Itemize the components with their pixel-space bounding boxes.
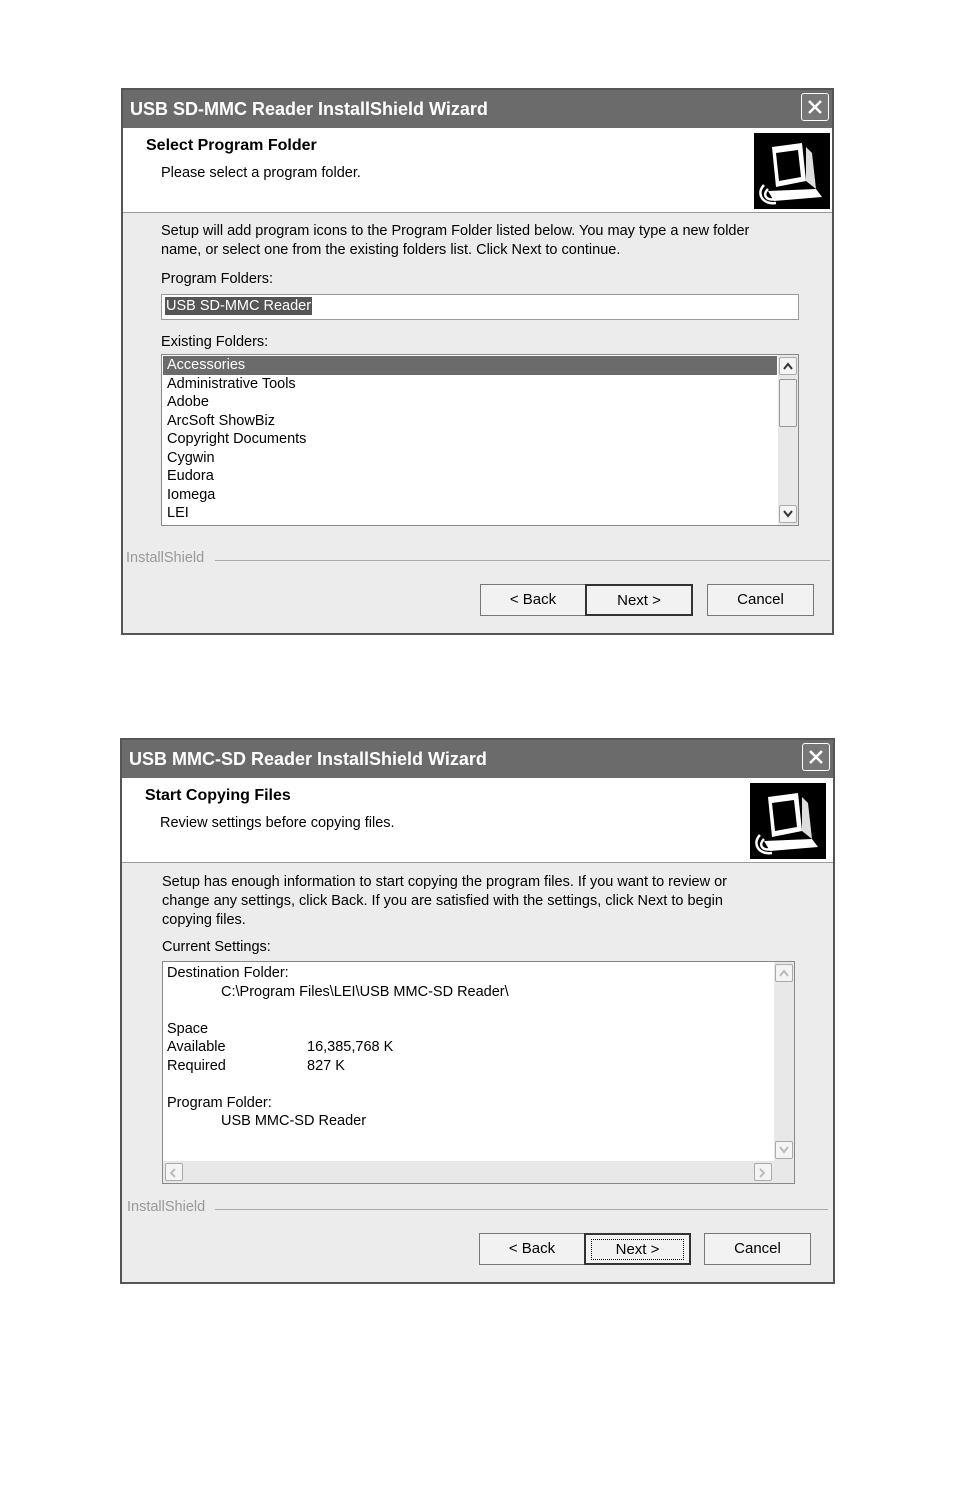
start-copying-files-dialog xyxy=(120,738,835,1284)
existing-folders-label: Existing Folders: xyxy=(161,334,269,350)
chevron-up-icon xyxy=(779,969,789,977)
cancel-button[interactable]: Cancel xyxy=(704,1233,811,1265)
installer-computer-icon xyxy=(754,133,830,209)
back-button[interactable]: < Back xyxy=(479,1233,585,1265)
separator xyxy=(215,1209,828,1210)
chevron-down-icon xyxy=(783,510,793,518)
program-folders-label: Program Folders: xyxy=(161,271,274,287)
header-subtitle: Please select a program folder. xyxy=(161,165,361,181)
list-item[interactable]: LEI xyxy=(167,505,189,521)
wizard-header xyxy=(123,128,832,213)
header-title: Start Copying Files xyxy=(145,787,291,804)
list-item[interactable]: Copyright Documents xyxy=(167,431,307,447)
program-folder-input[interactable] xyxy=(161,294,799,320)
back-button[interactable]: < Back xyxy=(480,584,586,616)
scroll-left-button[interactable] xyxy=(165,1163,183,1181)
title-bar[interactable] xyxy=(122,740,833,778)
chevron-up-icon xyxy=(783,362,793,370)
select-program-folder-dialog xyxy=(121,88,834,635)
cancel-button[interactable]: Cancel xyxy=(707,584,814,616)
list-item[interactable]: Eudora xyxy=(167,468,214,484)
wizard-header xyxy=(122,778,833,863)
window-title: USB SD-MMC Reader InstallShield Wizard xyxy=(130,99,488,119)
vertical-scrollbar[interactable] xyxy=(774,962,794,1161)
installshield-label: InstallShield xyxy=(127,1199,206,1215)
chevron-down-icon xyxy=(779,1146,789,1154)
close-button[interactable] xyxy=(801,93,829,121)
list-item[interactable]: Iomega xyxy=(167,486,216,503)
list-item[interactable]: ArcSoft ShowBiz xyxy=(167,412,275,429)
scroll-down-button[interactable] xyxy=(775,1141,793,1159)
next-button[interactable]: Next > xyxy=(585,584,693,616)
separator xyxy=(215,560,830,561)
window-title: USB MMC-SD Reader InstallShield Wizard xyxy=(129,749,487,769)
installer-computer-icon xyxy=(750,783,826,859)
scroll-thumb[interactable] xyxy=(779,379,797,427)
header-title: Select Program Folder xyxy=(146,137,317,154)
list-item[interactable]: Cygwin xyxy=(167,449,215,466)
scroll-down-button[interactable] xyxy=(779,505,797,523)
existing-folders-list[interactable] xyxy=(161,354,799,526)
scroll-up-button[interactable] xyxy=(775,964,793,982)
header-subtitle: Review settings before copying files. xyxy=(160,815,395,831)
list-item[interactable]: Accessories xyxy=(163,356,777,375)
list-item[interactable]: Administrative Tools xyxy=(167,375,296,392)
current-settings-box[interactable]: Destination Folder: C:\Program Files\LEI\USB MMC-SD Reader\ Space Available 16,385,768 K Required 827 K Program Folder: USB MMC-SD Reader xyxy=(162,961,795,1184)
title-bar[interactable] xyxy=(123,90,832,128)
close-icon xyxy=(807,99,823,115)
description: Setup has enough information to start copying the program files. If you want to review or change any settings, click Back. If you are satisfied with the settings, click Next to begin copying files. xyxy=(162,874,727,928)
close-button[interactable] xyxy=(802,743,830,771)
next-button[interactable] xyxy=(584,1233,691,1265)
installshield-label: InstallShield xyxy=(126,550,205,566)
scroll-right-button[interactable] xyxy=(754,1163,772,1181)
current-settings-label: Current Settings: xyxy=(162,939,271,955)
description: Setup will add program icons to the Program Folder listed below. You may type a new folder name, or select one from the existing folders list. Click Next to continue. xyxy=(161,223,750,258)
list-item[interactable]: Adobe xyxy=(167,394,209,410)
scroll-up-button[interactable] xyxy=(779,357,797,375)
close-icon xyxy=(808,749,824,765)
next-button-label: Next > xyxy=(591,1239,685,1260)
program-folder-value: USB SD-MMC Reader xyxy=(166,298,312,314)
vertical-scrollbar[interactable] xyxy=(778,355,798,525)
scrollbar-corner xyxy=(774,1161,794,1183)
horizontal-scrollbar[interactable] xyxy=(163,1161,774,1183)
chevron-right-icon xyxy=(758,1168,766,1178)
chevron-left-icon xyxy=(169,1168,177,1178)
